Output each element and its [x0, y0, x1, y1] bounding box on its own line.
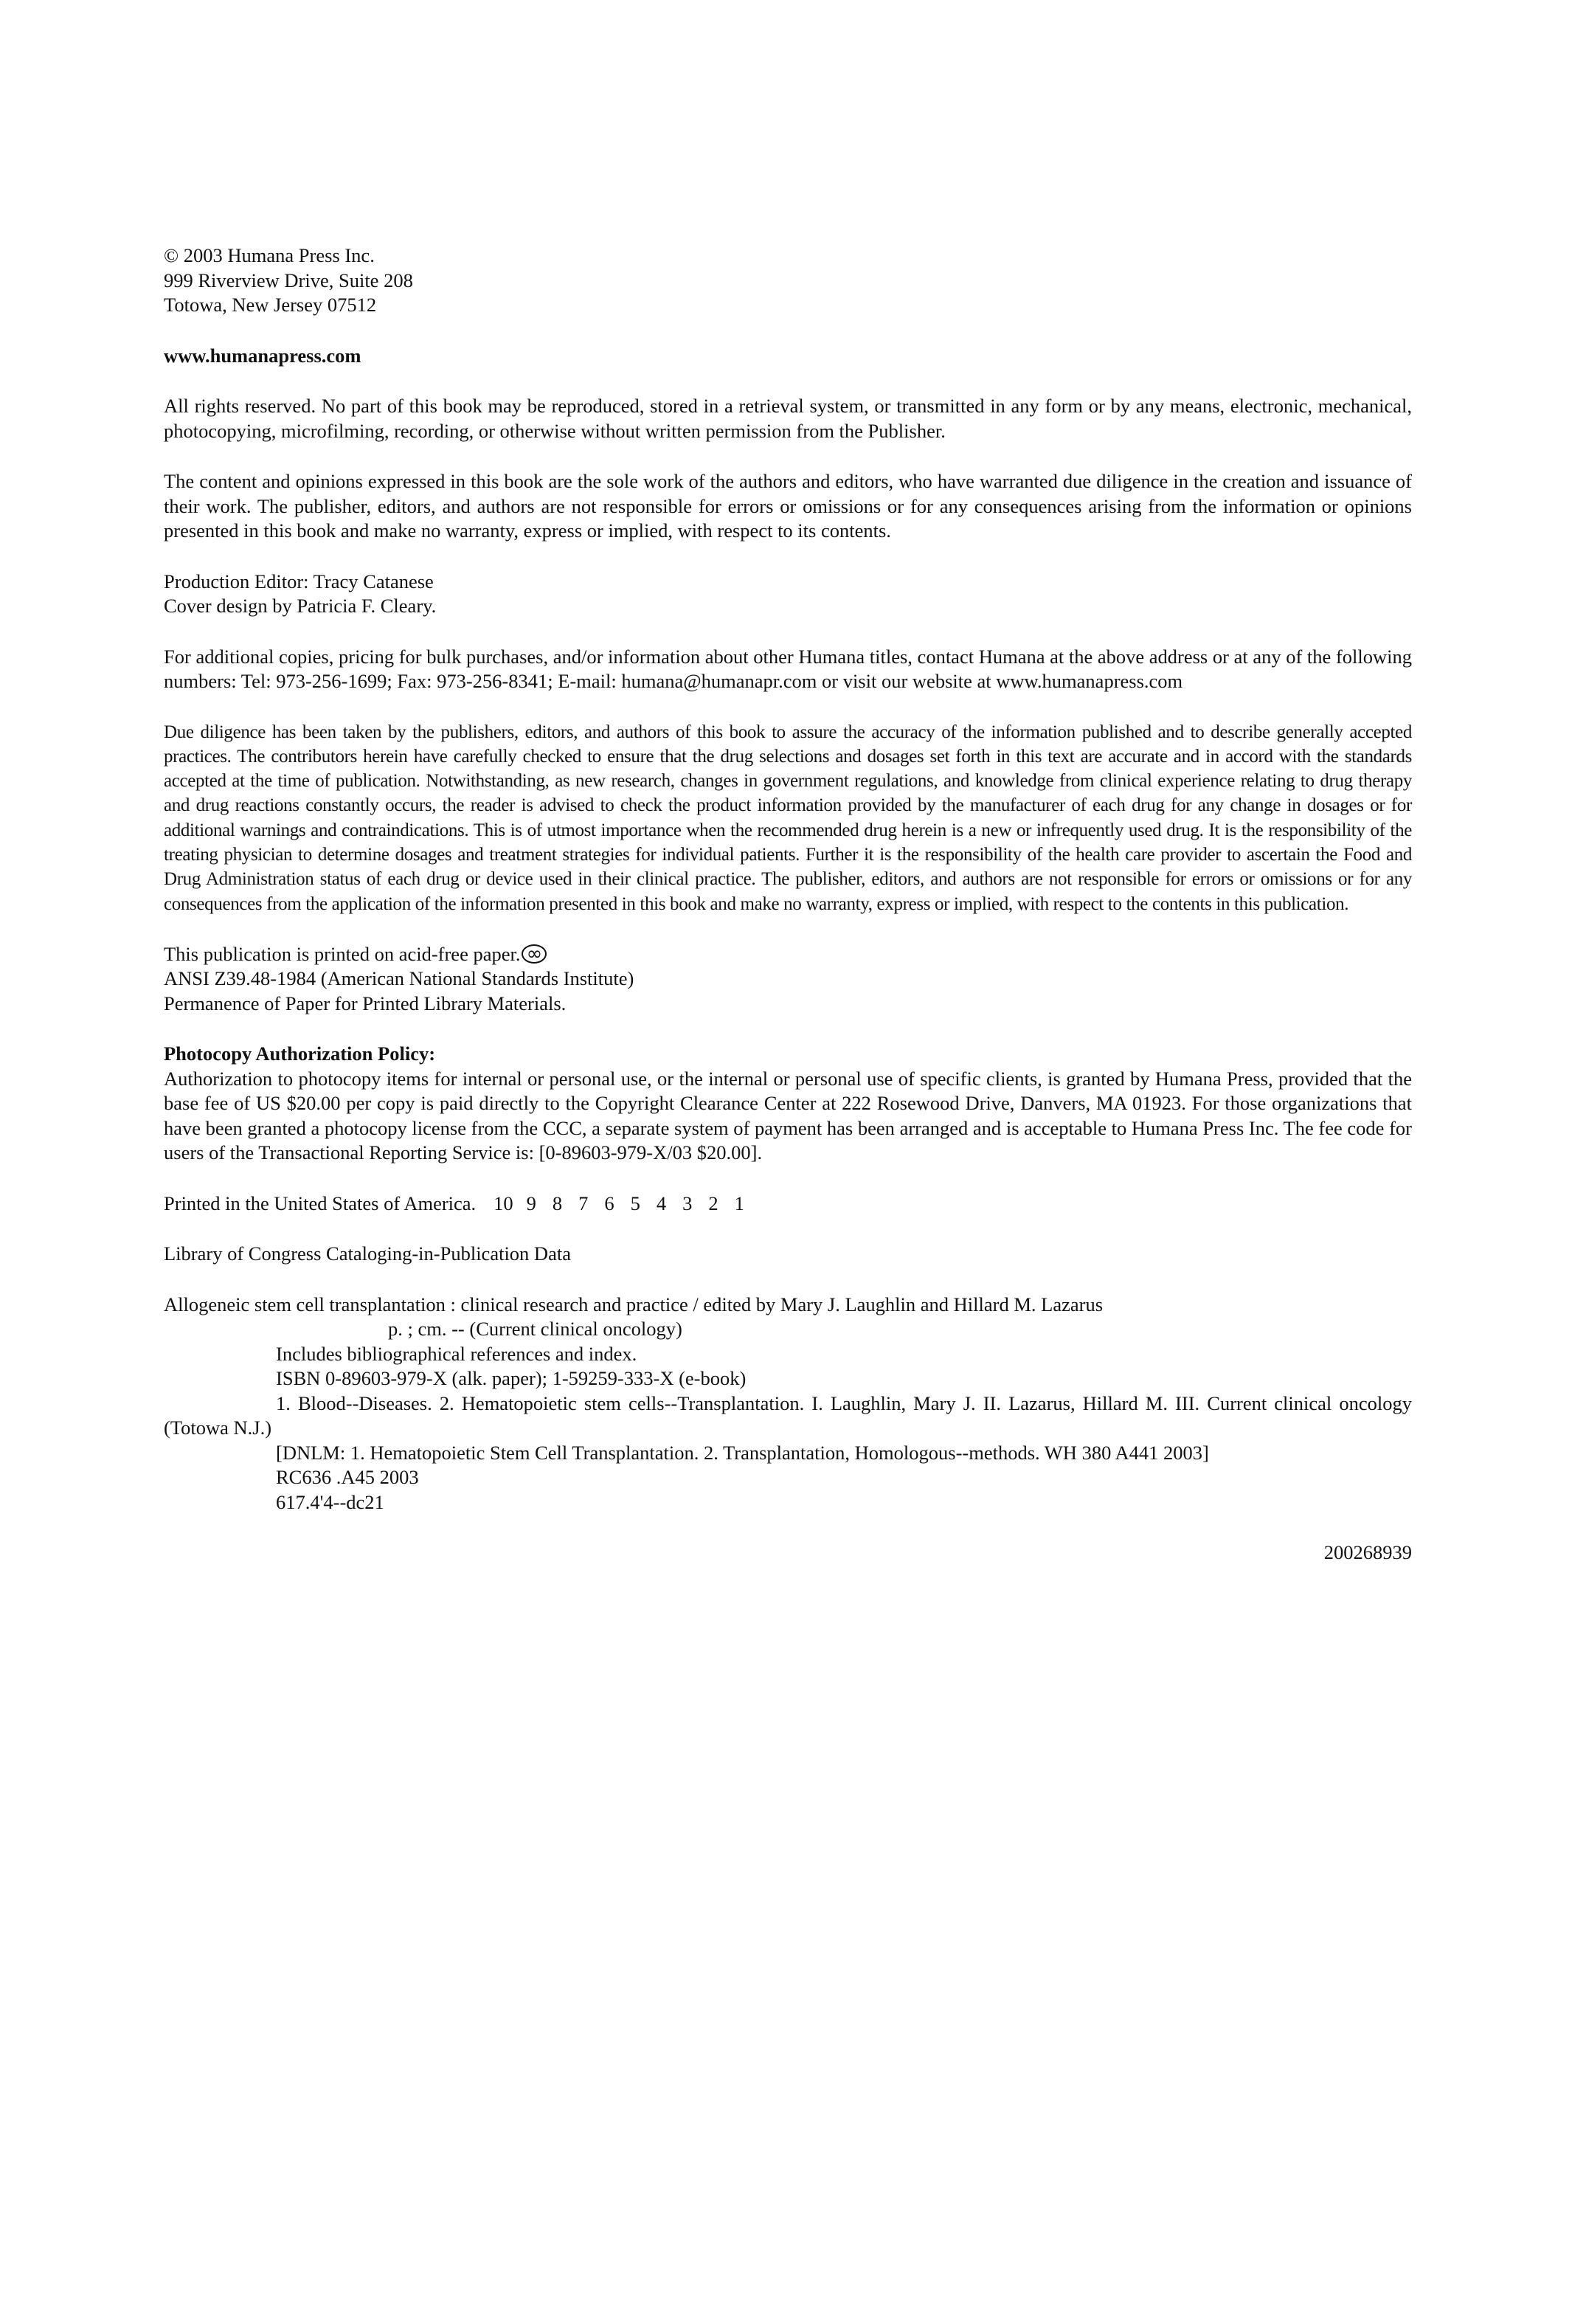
printing-number: 1 [734, 1192, 744, 1214]
content-disclaimer-paragraph: The content and opinions expressed in this book are the sole work of the authors and editors, who have warranted due diligence in the creation and issuance of their work. The publisher, editors, and authors are not responsible for errors or omissions or for any consequences arising from the information or opinions presented in this book and make no warranty, express or implied, with respect to its contents. [164, 470, 1412, 542]
printing-number: 4 [656, 1192, 667, 1214]
printing-number: 2 [708, 1192, 718, 1214]
credits-block [164, 570, 1412, 619]
cip-subjects [52, 1391, 1412, 1441]
paper-block [164, 942, 1412, 1017]
cip-subjects-text: 1. Blood--Diseases. 2. Hematopoietic stem cells--Transplantation. I. Laughlin, Mary J. II. Lazarus, Hillard M. III. Current clinical oncology (Totowa N.J.) [164, 1391, 1412, 1439]
acid-free-paper-icon [522, 944, 547, 964]
printing-number: 10 [494, 1192, 513, 1214]
permanence-line: Permanence of Paper for Printed Library Materials. [164, 992, 567, 1014]
cip-isbn: ISBN 0-89603-979-X (alk. paper); 1-59259-333-X (e-book) [276, 1367, 747, 1390]
acid-free-line [164, 942, 1412, 967]
additional-copies-paragraph: For additional copies, pricing for bulk purchases, and/or information about other Humana titles, contact Humana at the above address or at any of the following numbers: Tel: 973-256-1699; Fax: 973-256-8341; E-mail: humana@humanapr.com or visit our website at www.humanapress.com [164, 645, 1412, 692]
cip-lc-class: RC636 .A45 2003 [276, 1466, 419, 1489]
cip-physical-description: p. ; cm. -- (Current clinical oncology) [388, 1318, 682, 1341]
cip-includes: Includes bibliographical references and index. [276, 1342, 637, 1365]
printing-number: 5 [630, 1192, 640, 1214]
cip-dewey: 617.4'4--dc21 [276, 1490, 384, 1513]
printing-number: 9 [526, 1192, 536, 1214]
cip-record-number: 200268939 [1323, 1541, 1412, 1564]
printing-number: 8 [552, 1192, 563, 1214]
cip-heading: Library of Congress Cataloging-in-Publication Data [164, 1242, 571, 1265]
publisher-website: www.humanapress.com [164, 344, 361, 367]
printing-number: 3 [682, 1192, 693, 1214]
address-line-2: Totowa, New Jersey 07512 [164, 294, 377, 316]
cover-design: Cover design by Patricia F. Cleary. [164, 595, 437, 617]
printed-line [164, 1192, 1412, 1217]
printed-text: Printed in the United States of America. [164, 1192, 477, 1214]
cip-title: Allogeneic stem cell transplantation : clinical research and practice / edited by Mary J. Laughlin and Hillard M. Lazarus [164, 1293, 1104, 1315]
publisher-block [164, 243, 1412, 318]
rights-paragraph: All rights reserved. No part of this book may be reproduced, stored in a retrieval system, or transmitted in any form or by any means, electronic, mechanical, photocopying, microfilming, recording, or otherwise without written permission from the Publisher. [164, 395, 1412, 442]
copyright-line: © 2003 Humana Press Inc. [164, 244, 375, 266]
cip-record [164, 1293, 1412, 1515]
due-diligence-paragraph: Due diligence has been taken by the publishers, editors, and authors of this book to assure the accuracy of the information published and to describe generally accepted practices. The contributors herein have carefully checked to ensure that the drug selections and dosages set forth in this text are accurate and in accord with the standards accepted at the time of publication. Notwithstanding, as new research, changes in government regulations, and knowledge from clinical experience relating to drug therapy and drug reactions constantly occurs, the reader is advised to check the product information provided by the manufacturer of each drug for any change in dosages or for additional warnings and contraindications. This is of utmost importance when the recommended drug herein is a new or infrequently used drug. It is the responsibility of the treating physician to determine dosages and treatment strategies for individual patients. Further it is the responsibility of the health care provider to ascertain the Food and Drug Administration status of each drug or device used in their clinical practice. The publisher, editors, and authors are not responsible for errors or omissions or for any consequences from the application of the information presented in this book and make no warranty, express or implied, with respect to the contents in this publication. [164, 722, 1412, 914]
cip-dnlm [52, 1441, 1412, 1466]
production-editor: Production Editor: Tracy Catanese [164, 570, 434, 592]
acid-free-text: This publication is printed on acid-free paper. [164, 942, 521, 965]
copyright-page [164, 243, 1412, 1566]
photocopy-block [164, 1042, 1412, 1166]
photocopy-paragraph: Authorization to photocopy items for internal or personal use, or the internal or personal use of specific clients, is granted by Humana Press, provided that the base fee of US $20.00 per copy is paid directly to the Copyright Clearance Center at 222 Rosewood Drive, Danvers, MA 01923. For those organizations that have been granted a photocopy license from the CCC, a separate system of payment has been arranged and is acceptable to Humana Press Inc. The fee code for users of the Transactional Reporting Service is: [0-89603-979-X/03 $20.00]. [164, 1067, 1412, 1164]
printing-number: 7 [578, 1192, 589, 1214]
cip-dnlm-text: [DNLM: 1. Hematopoietic Stem Cell Transplantation. 2. Transplantation, Homologous--methods. WH 380 A441 2003] [276, 1441, 1209, 1464]
photocopy-heading: Photocopy Authorization Policy: [164, 1042, 436, 1065]
address-line-1: 999 Riverview Drive, Suite 208 [164, 269, 413, 291]
printing-number: 6 [604, 1192, 614, 1214]
ansi-line: ANSI Z39.48-1984 (American National Standards Institute) [164, 967, 634, 990]
